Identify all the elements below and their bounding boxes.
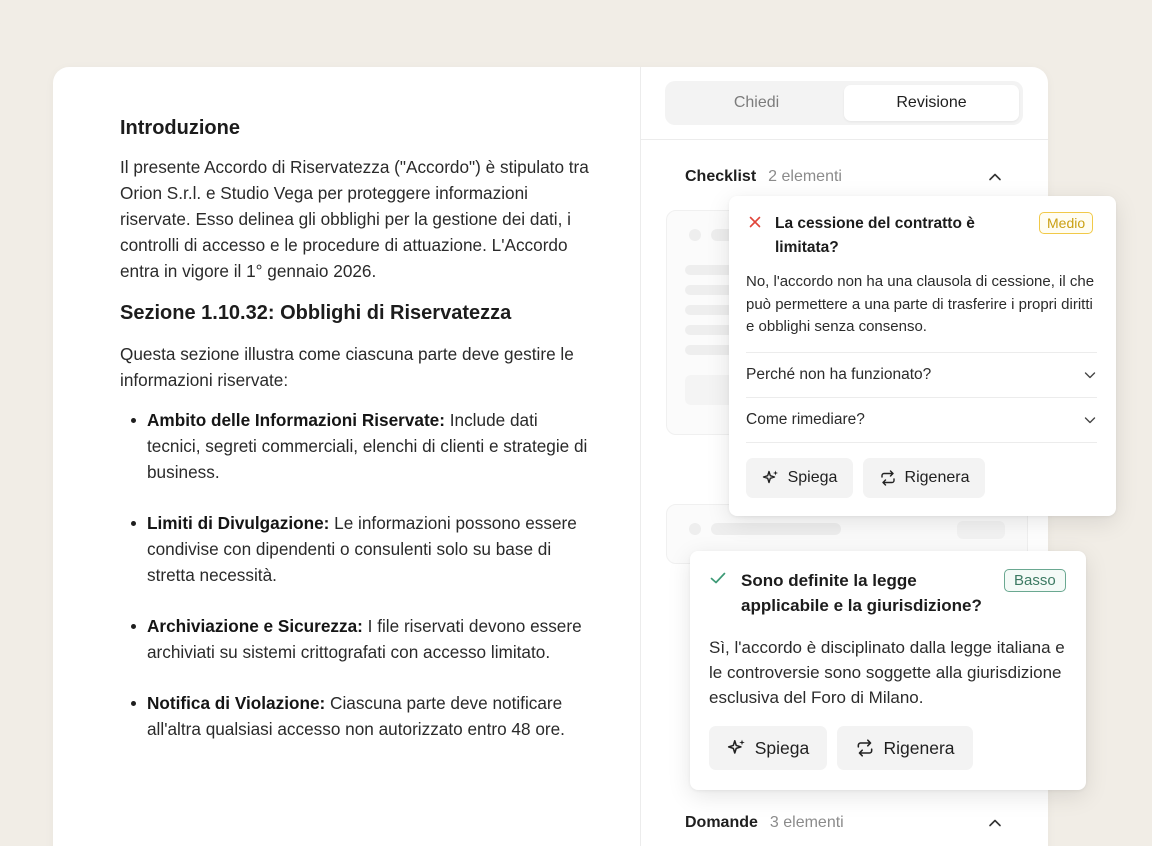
why-failed-row[interactable] bbox=[746, 352, 1097, 397]
sparkle-icon bbox=[727, 738, 747, 758]
severity-badge: Medio bbox=[1039, 212, 1093, 234]
chevron-up-icon[interactable] bbox=[987, 169, 1003, 185]
obligations-list bbox=[120, 407, 590, 742]
list-item bbox=[120, 690, 590, 742]
chevron-down-icon bbox=[1083, 413, 1097, 427]
check-icon bbox=[710, 571, 726, 585]
list-item-text: Include dati tecnici, segreti commerciali, elenchi di clienti e strategie di business. bbox=[147, 410, 588, 482]
list-item-term: Archiviazione e Sicurezza: bbox=[147, 616, 363, 636]
list-item-term: Ambito delle Informazioni Riservate: bbox=[147, 410, 445, 430]
tab-chiedi[interactable]: Chiedi bbox=[733, 94, 780, 111]
chevron-down-icon bbox=[1083, 368, 1097, 382]
list-item-text: I file riservati devono essere archiviati su sistemi crittografati con accesso limitato. bbox=[147, 616, 582, 662]
list-item-text: Ciascuna parte deve notificare all'altra qualsiasi accesso non autorizzato entro 48 ore. bbox=[147, 693, 565, 739]
pane-divider bbox=[640, 67, 641, 846]
regenerate-button[interactable] bbox=[837, 726, 973, 770]
chevron-up-icon[interactable] bbox=[987, 815, 1003, 831]
row-label: Come rimediare? bbox=[746, 411, 865, 428]
document-pane bbox=[120, 117, 590, 767]
domande-title: Domande bbox=[685, 814, 758, 831]
tab-revisione[interactable]: Revisione bbox=[844, 85, 1019, 121]
list-item bbox=[120, 613, 590, 665]
domande-count: 3 elementi bbox=[769, 814, 844, 831]
checklist-title: Checklist bbox=[685, 168, 757, 185]
close-x-icon bbox=[749, 216, 761, 228]
list-item-text: Le informazioni possono essere condivise con dipendenti o consulenti solo su base di stretta necessità. bbox=[147, 513, 577, 585]
regenerate-label: Rigenera bbox=[904, 469, 970, 486]
list-item-term: Notifica di Violazione: bbox=[147, 693, 326, 713]
repeat-icon bbox=[855, 738, 875, 758]
severity-badge: Basso bbox=[1004, 569, 1066, 592]
item-answer: Sì, l'accordo è disciplinato dalla legge italiana e le controversie sono soggette alla giurisdizione esclusiva del Foro di Milano. bbox=[709, 638, 1065, 707]
row-label: Perché non ha funzionato? bbox=[746, 366, 932, 383]
explain-label: Spiega bbox=[754, 737, 810, 758]
explain-button[interactable] bbox=[746, 458, 853, 498]
regenerate-button[interactable] bbox=[863, 458, 985, 498]
intro-heading: Introduzione bbox=[120, 117, 240, 139]
list-item bbox=[120, 510, 590, 588]
item-question: La cessione del contratto è limitata? bbox=[775, 215, 975, 256]
item-question: Sono definite la legge applicabile e la giurisdizione? bbox=[741, 571, 982, 615]
section-heading: Sezione 1.10.32: Obblighi di Riservatezza bbox=[120, 302, 512, 324]
checklist-item-popover bbox=[729, 196, 1116, 516]
how-to-fix-row[interactable] bbox=[746, 397, 1097, 443]
panel-tabs bbox=[665, 81, 1023, 125]
checklist-header[interactable] bbox=[685, 168, 1003, 186]
checklist-item-popover bbox=[690, 551, 1086, 790]
explain-label: Spiega bbox=[787, 469, 838, 486]
explain-button[interactable] bbox=[709, 726, 827, 770]
repeat-icon bbox=[879, 469, 897, 487]
panel-separator bbox=[641, 139, 1048, 140]
checklist-count: 2 elementi bbox=[768, 168, 842, 185]
item-answer: No, l'accordo non ha una clausola di cessione, il che può permettere a una parte di trasferire i propri diritti e obblighi senza consenso. bbox=[746, 273, 1095, 335]
sparkle-icon bbox=[762, 469, 780, 487]
domande-header[interactable] bbox=[685, 814, 1003, 832]
regenerate-label: Rigenera bbox=[883, 737, 955, 758]
list-item-term: Limiti di Divulgazione: bbox=[147, 513, 330, 533]
section-intro: Questa sezione illustra come ciascuna parte deve gestire le informazioni riservate: bbox=[120, 344, 574, 390]
intro-paragraph: Il presente Accordo di Riservatezza ("Accordo") è stipulato tra Orion S.r.l. e Studio Vega per proteggere informazioni riservate. Esso delinea gli obblighi per la gestione dei dati, i controlli di accesso e le procedure di attuazione. L'Accordo entra in vigore il 1° gennaio 2026. bbox=[120, 157, 589, 281]
list-item bbox=[120, 407, 590, 485]
